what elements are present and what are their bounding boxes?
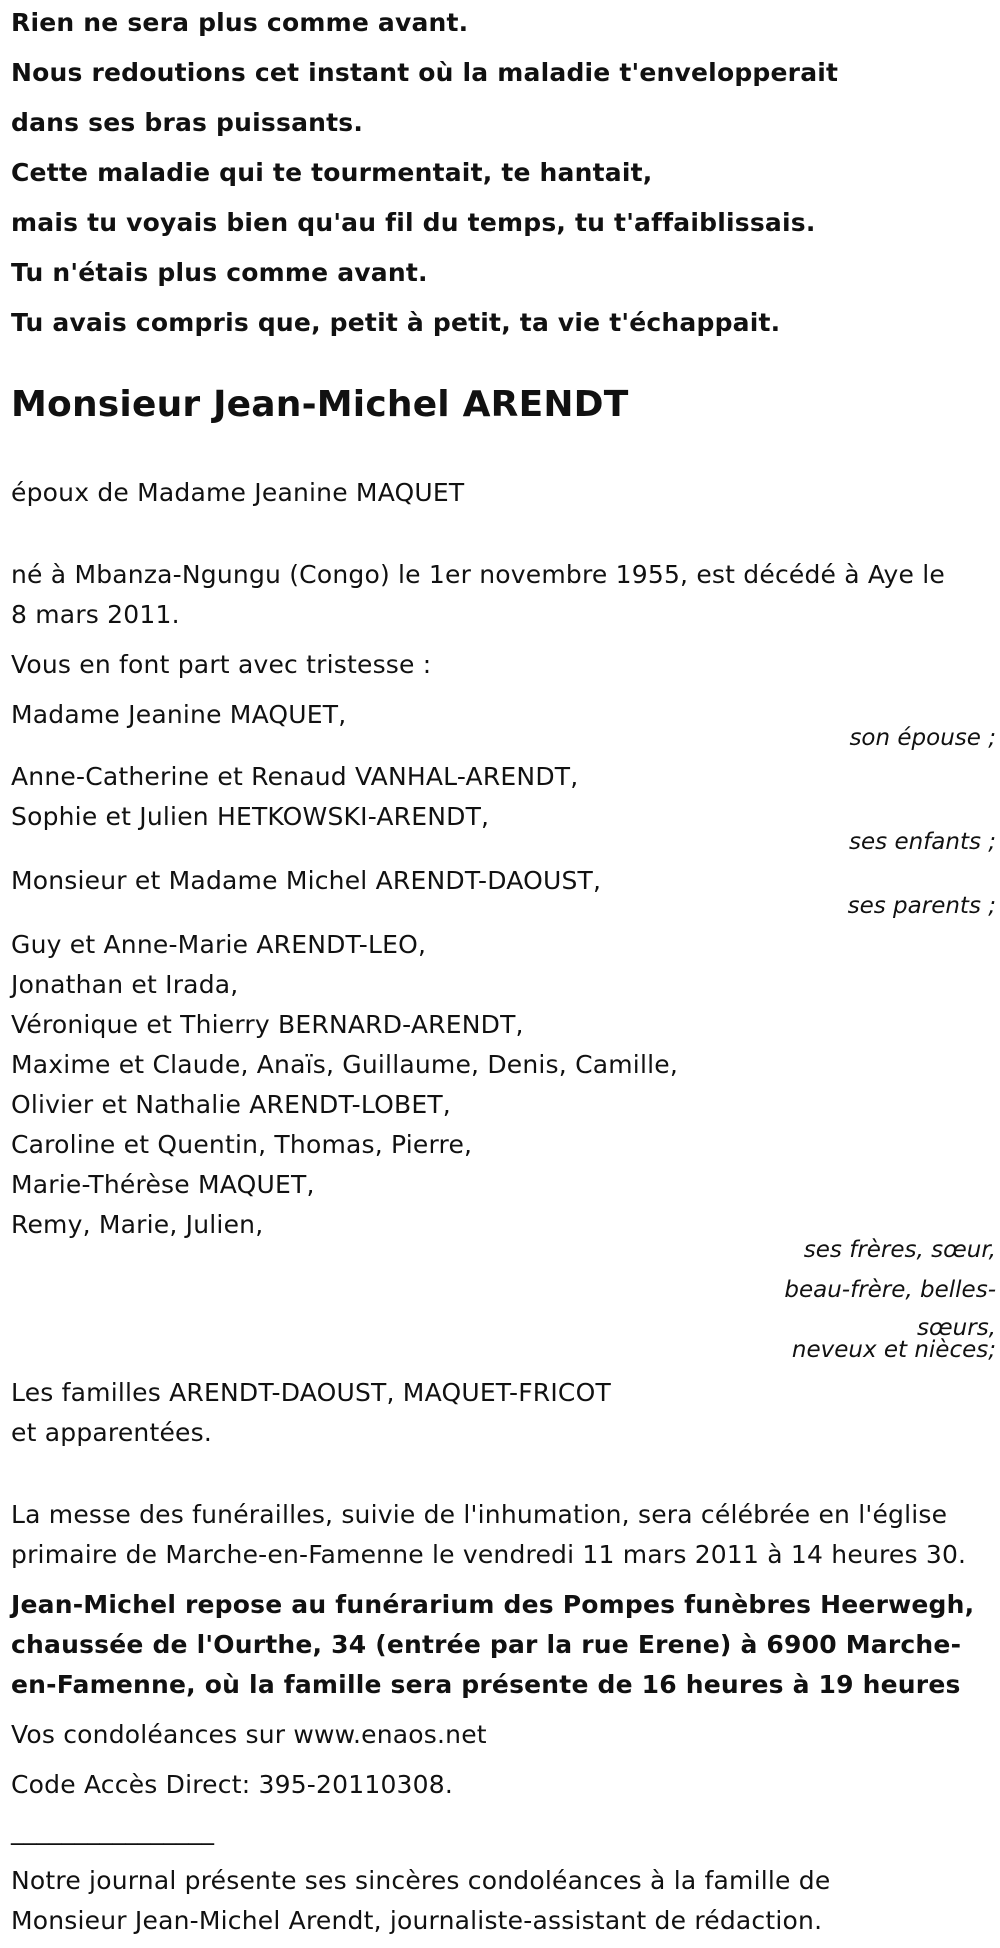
family-name-line: Caroline et Quentin, Thomas, Pierre, [11, 1130, 473, 1159]
relation-label: beau-frère, belles- [784, 1277, 996, 1303]
poem-line: Cette maladie qui te tourmentait, te hantait, [11, 158, 653, 187]
poem-line: mais tu voyais bien qu'au fil du temps, tu t'affaiblissais. [11, 208, 816, 237]
poem-line: Nous redoutions cet instant où la maladie t'envelopperait [11, 58, 839, 87]
announcement: Vous en font part avec tristesse : [11, 650, 432, 679]
separator: ________________ [11, 1816, 215, 1845]
family-name-line: Monsieur et Madame Michel ARENDT-DAOUST, [11, 866, 602, 895]
family-name-line: Olivier et Nathalie ARENDT-LOBET, [11, 1090, 451, 1119]
relation-label: neveux et nièces; [791, 1337, 996, 1363]
rest-line: en-Famenne, où la famille sera présente de 16 heures à 19 heures [11, 1670, 961, 1699]
family-name-line: Jonathan et Irada, [11, 970, 239, 999]
relation-label: ses enfants ; [849, 829, 996, 855]
poem-line: Rien ne sera plus comme avant. [11, 8, 469, 37]
journal-line: Notre journal présente ses sincères condoléances à la famille de [11, 1866, 831, 1895]
journal-line: Monsieur Jean-Michel Arendt, journaliste-assistant de rédaction. [11, 1906, 823, 1935]
condolences-line: Vos condoléances sur www.enaos.net [11, 1720, 487, 1749]
relation-label: ses frères, sœur, [803, 1237, 996, 1263]
birth-death-line: 8 mars 2011. [11, 600, 180, 629]
poem-line: Tu n'étais plus comme avant. [11, 258, 428, 287]
birth-death-line: né à Mbanza-Ngungu (Congo) le 1er novembre 1955, est décédé à Aye le [11, 560, 945, 589]
families-line: Les familles ARENDT-DAOUST, MAQUET-FRICOT [11, 1378, 611, 1407]
rest-line: chaussée de l'Ourthe, 34 (entrée par la rue Erene) à 6900 Marche- [11, 1630, 962, 1659]
relation-label: sœurs, [917, 1315, 996, 1341]
family-name-line: Anne-Catherine et Renaud VANHAL-ARENDT, [11, 762, 579, 791]
family-name-line: Remy, Marie, Julien, [11, 1210, 264, 1239]
access-code-line: Code Accès Direct: 395-20110308. [11, 1770, 454, 1799]
family-name-line: Maxime et Claude, Anaïs, Guillaume, Denis, Camille, [11, 1050, 678, 1079]
spouse-line: époux de Madame Jeanine MAQUET [11, 478, 465, 507]
family-name-line: Marie-Thérèse MAQUET, [11, 1170, 315, 1199]
family-name-line: Véronique et Thierry BERNARD-ARENDT, [11, 1010, 524, 1039]
family-name-line: Sophie et Julien HETKOWSKI-ARENDT, [11, 802, 490, 831]
relation-label: son épouse ; [849, 725, 996, 751]
family-name-line: Guy et Anne-Marie ARENDT-LEO, [11, 930, 427, 959]
poem-line: dans ses bras puissants. [11, 108, 364, 137]
family-name-line: Madame Jeanine MAQUET, [11, 700, 347, 729]
poem-line: Tu avais compris que, petit à petit, ta vie t'échappait. [11, 308, 781, 337]
mass-line: primaire de Marche-en-Famenne le vendredi 11 mars 2011 à 14 heures 30. [11, 1540, 967, 1569]
families-line: et apparentées. [11, 1418, 212, 1447]
mass-line: La messe des funérailles, suivie de l'inhumation, sera célébrée en l'église [11, 1500, 948, 1529]
relation-label: ses parents ; [847, 893, 996, 919]
rest-line: Jean-Michel repose au funérarium des Pompes funèbres Heerwegh, [11, 1590, 975, 1619]
deceased-name: Monsieur Jean-Michel ARENDT [11, 384, 629, 425]
